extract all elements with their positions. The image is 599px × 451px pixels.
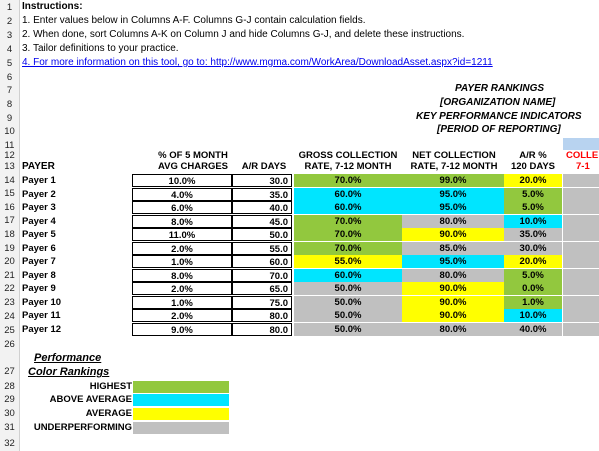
selected-cell-indicator	[563, 138, 599, 150]
gross-collection-cell[interactable]: 60.0%	[294, 201, 402, 214]
payer-name-cell[interactable]: Payer 1	[22, 175, 56, 186]
row-number[interactable]: 24	[4, 311, 15, 322]
gross-collection-cell[interactable]: 70.0%	[294, 228, 402, 241]
collection-partial-cell[interactable]	[563, 323, 599, 336]
ar-percent-cell[interactable]: 5.0%	[504, 188, 562, 201]
legend-label: AVERAGE	[85, 408, 132, 419]
payer-name-cell[interactable]: Payer 7	[22, 256, 56, 267]
legend-title-1: Performance	[34, 352, 102, 364]
payer-name-cell[interactable]: Payer 11	[22, 310, 61, 321]
net-collection-cell[interactable]: 90.0%	[402, 228, 504, 241]
title-period: [PERIOD OF REPORTING]	[437, 124, 561, 135]
row-number[interactable]: 21	[4, 270, 15, 281]
header-charges: % OF 5 MONTH AVG CHARGES	[157, 150, 229, 172]
payer-name-cell[interactable]: Payer 6	[22, 243, 56, 254]
charges-cell[interactable]: 11.0%	[132, 228, 232, 241]
row-number[interactable]: 6	[6, 72, 13, 83]
net-collection-cell[interactable]: 95.0%	[402, 255, 504, 268]
charges-cell[interactable]: 6.0%	[132, 201, 232, 214]
instruction-line-1: 1. Enter values below in Columns A-F. Columns G-J contain calculation fields.	[22, 15, 366, 26]
payer-name-cell[interactable]: Payer 10	[22, 297, 62, 308]
row-number[interactable]: 26	[4, 339, 15, 350]
title-organization: [ORGANIZATION NAME]	[440, 97, 556, 108]
net-collection-cell[interactable]: 90.0%	[402, 282, 504, 295]
collection-partial-cell[interactable]	[563, 255, 599, 268]
header-ar-percent: A/R % 120 DAYS	[510, 150, 555, 172]
ar-percent-cell[interactable]: 10.0%	[504, 309, 562, 322]
charges-cell[interactable]: 8.0%	[132, 215, 232, 228]
row-number[interactable]: 3	[6, 30, 13, 41]
charges-cell[interactable]: 9.0%	[132, 323, 232, 336]
row-number[interactable]: 28	[4, 381, 15, 392]
legend-swatch	[133, 408, 229, 420]
ar-days-cell[interactable]: 50.0	[232, 228, 292, 241]
ar-percent-cell[interactable]: 30.0%	[504, 242, 562, 255]
ar-percent-cell[interactable]: 5.0%	[504, 201, 562, 214]
header-gross-collection: GROSS COLLECTION RATE, 7-12 MONTH	[298, 150, 398, 172]
ar-days-cell[interactable]: 80.0	[232, 323, 292, 336]
ar-percent-cell[interactable]: 0.0%	[504, 282, 562, 295]
instruction-line-3: 3. Tailor definitions to your practice.	[22, 43, 179, 54]
row-number[interactable]: 22	[4, 283, 15, 294]
legend-swatch	[133, 422, 229, 434]
ar-days-cell[interactable]: 30.0	[232, 174, 292, 187]
net-collection-cell[interactable]: 99.0%	[402, 174, 504, 187]
gross-collection-cell[interactable]: 70.0%	[294, 242, 402, 255]
ar-percent-cell[interactable]: 5.0%	[504, 269, 562, 282]
collection-partial-cell[interactable]	[563, 242, 599, 255]
collection-partial-cell[interactable]	[563, 296, 599, 309]
legend-swatch	[133, 381, 229, 393]
gross-collection-cell[interactable]: 70.0%	[294, 174, 402, 187]
payer-name-cell[interactable]: Payer 9	[22, 283, 56, 294]
ar-days-cell[interactable]: 55.0	[232, 242, 292, 255]
row-number[interactable]: 11	[4, 140, 15, 151]
net-collection-cell[interactable]: 80.0%	[402, 323, 504, 336]
header-collection-partial: COLLE 7-1	[566, 150, 599, 172]
charges-cell[interactable]: 10.0%	[132, 174, 232, 187]
charges-cell[interactable]: 1.0%	[132, 296, 232, 309]
collection-partial-cell[interactable]	[563, 269, 599, 282]
row-number[interactable]: 30	[4, 408, 15, 419]
row-number[interactable]: 29	[4, 394, 15, 405]
ar-percent-cell[interactable]: 20.0%	[504, 174, 562, 187]
legend-title-2: Color Rankings	[28, 366, 110, 378]
row-number[interactable]: 23	[4, 297, 15, 308]
ar-percent-cell[interactable]: 40.0%	[504, 323, 562, 336]
legend-label: HIGHEST	[89, 381, 132, 392]
ar-days-cell[interactable]: 70.0	[232, 269, 292, 282]
ar-days-cell[interactable]: 80.0	[232, 309, 292, 322]
ar-percent-cell[interactable]: 35.0%	[504, 228, 562, 241]
ar-days-cell[interactable]: 40.0	[232, 201, 292, 214]
payer-name-cell[interactable]: Payer 8	[22, 270, 56, 281]
net-collection-cell[interactable]: 85.0%	[402, 242, 504, 255]
legend-label: ABOVE AVERAGE	[49, 394, 132, 405]
collection-partial-cell[interactable]	[563, 215, 599, 228]
row-number[interactable]: 20	[4, 256, 15, 267]
payer-name-cell[interactable]: Payer 4	[22, 216, 56, 227]
collection-partial-cell[interactable]	[563, 188, 599, 201]
row-number[interactable]: 32	[4, 438, 15, 449]
legend-label: UNDERPERFORMING	[33, 422, 132, 433]
ar-percent-cell[interactable]: 1.0%	[504, 296, 562, 309]
charges-cell[interactable]: 8.0%	[132, 269, 232, 282]
payer-name-cell[interactable]: Payer 12	[22, 324, 62, 335]
row-number[interactable]: 12	[4, 150, 15, 161]
header-payer: PAYER	[22, 161, 55, 172]
header-ar-days: A/R DAYS	[241, 161, 287, 172]
collection-partial-cell[interactable]	[563, 174, 599, 187]
row-number[interactable]: 13	[4, 161, 15, 172]
row-number[interactable]: 7	[6, 85, 13, 96]
net-collection-cell[interactable]: 80.0%	[402, 215, 504, 228]
row-number[interactable]: 19	[4, 243, 15, 254]
row-number[interactable]: 5	[6, 58, 13, 69]
row-number[interactable]: 1	[6, 2, 13, 13]
ar-days-cell[interactable]: 65.0	[232, 282, 292, 295]
row-number[interactable]: 18	[4, 229, 15, 240]
net-collection-cell[interactable]: 90.0%	[402, 296, 504, 309]
gross-collection-cell[interactable]: 60.0%	[294, 188, 402, 201]
charges-cell[interactable]: 1.0%	[132, 255, 232, 268]
payer-name-cell[interactable]: Payer 3	[22, 202, 56, 213]
row-number[interactable]: 9	[6, 113, 13, 124]
header-net-collection: NET COLLECTION RATE, 7-12 MONTH	[410, 150, 498, 172]
row-number[interactable]: 15	[4, 188, 15, 199]
row-number[interactable]: 31	[4, 422, 15, 433]
instructions-title: Instructions:	[22, 1, 83, 12]
net-collection-cell[interactable]: 80.0%	[402, 269, 504, 282]
row-number[interactable]: 17	[4, 215, 15, 226]
gross-collection-cell[interactable]: 50.0%	[294, 309, 402, 322]
title-payer-rankings: PAYER RANKINGS	[455, 83, 545, 94]
row-number[interactable]: 16	[4, 202, 15, 213]
ar-days-cell[interactable]: 45.0	[232, 215, 292, 228]
collection-partial-cell[interactable]	[563, 309, 599, 322]
net-collection-cell[interactable]: 95.0%	[402, 188, 504, 201]
more-info-link[interactable]: 4. For more information on this tool, go to: http://www.mgma.com/WorkArea/DownloadAsset.aspx?id=1211	[22, 57, 493, 68]
net-collection-cell[interactable]: 95.0%	[402, 201, 504, 214]
gross-collection-cell[interactable]: 50.0%	[294, 282, 402, 295]
collection-partial-cell[interactable]	[563, 228, 599, 241]
charges-cell[interactable]: 2.0%	[132, 242, 232, 255]
title-kpi: KEY PERFORMANCE INDICATORS	[416, 111, 582, 122]
gross-collection-cell[interactable]: 70.0%	[294, 215, 402, 228]
row-number[interactable]: 14	[4, 175, 15, 186]
legend-swatch	[133, 394, 229, 406]
gross-collection-cell[interactable]: 50.0%	[294, 296, 402, 309]
net-collection-cell[interactable]: 90.0%	[402, 309, 504, 322]
ar-days-cell[interactable]: 35.0	[232, 188, 292, 201]
row-number[interactable]: 4	[6, 44, 13, 55]
ar-days-cell[interactable]: 60.0	[232, 255, 292, 268]
charges-cell[interactable]: 2.0%	[132, 282, 232, 295]
row-number[interactable]: 25	[4, 325, 15, 336]
charges-cell[interactable]: 2.0%	[132, 309, 232, 322]
charges-cell[interactable]: 4.0%	[132, 188, 232, 201]
row-number[interactable]: 27	[4, 366, 15, 377]
gross-collection-cell[interactable]: 50.0%	[294, 323, 402, 336]
row-number[interactable]: 2	[6, 16, 13, 27]
gross-collection-cell[interactable]: 55.0%	[294, 255, 402, 268]
payer-name-cell[interactable]: Payer 2	[22, 189, 56, 200]
row-number[interactable]: 10	[4, 126, 15, 137]
row-number[interactable]: 8	[6, 99, 13, 110]
collection-partial-cell[interactable]	[563, 282, 599, 295]
payer-name-cell[interactable]: Payer 5	[22, 229, 56, 240]
instruction-line-2: 2. When done, sort Columns A-K on Column J and hide Columns G-J, and delete these instructions.	[22, 29, 465, 40]
ar-percent-cell[interactable]: 10.0%	[504, 215, 562, 228]
gross-collection-cell[interactable]: 60.0%	[294, 269, 402, 282]
collection-partial-cell[interactable]	[563, 201, 599, 214]
ar-percent-cell[interactable]: 20.0%	[504, 255, 562, 268]
ar-days-cell[interactable]: 75.0	[232, 296, 292, 309]
